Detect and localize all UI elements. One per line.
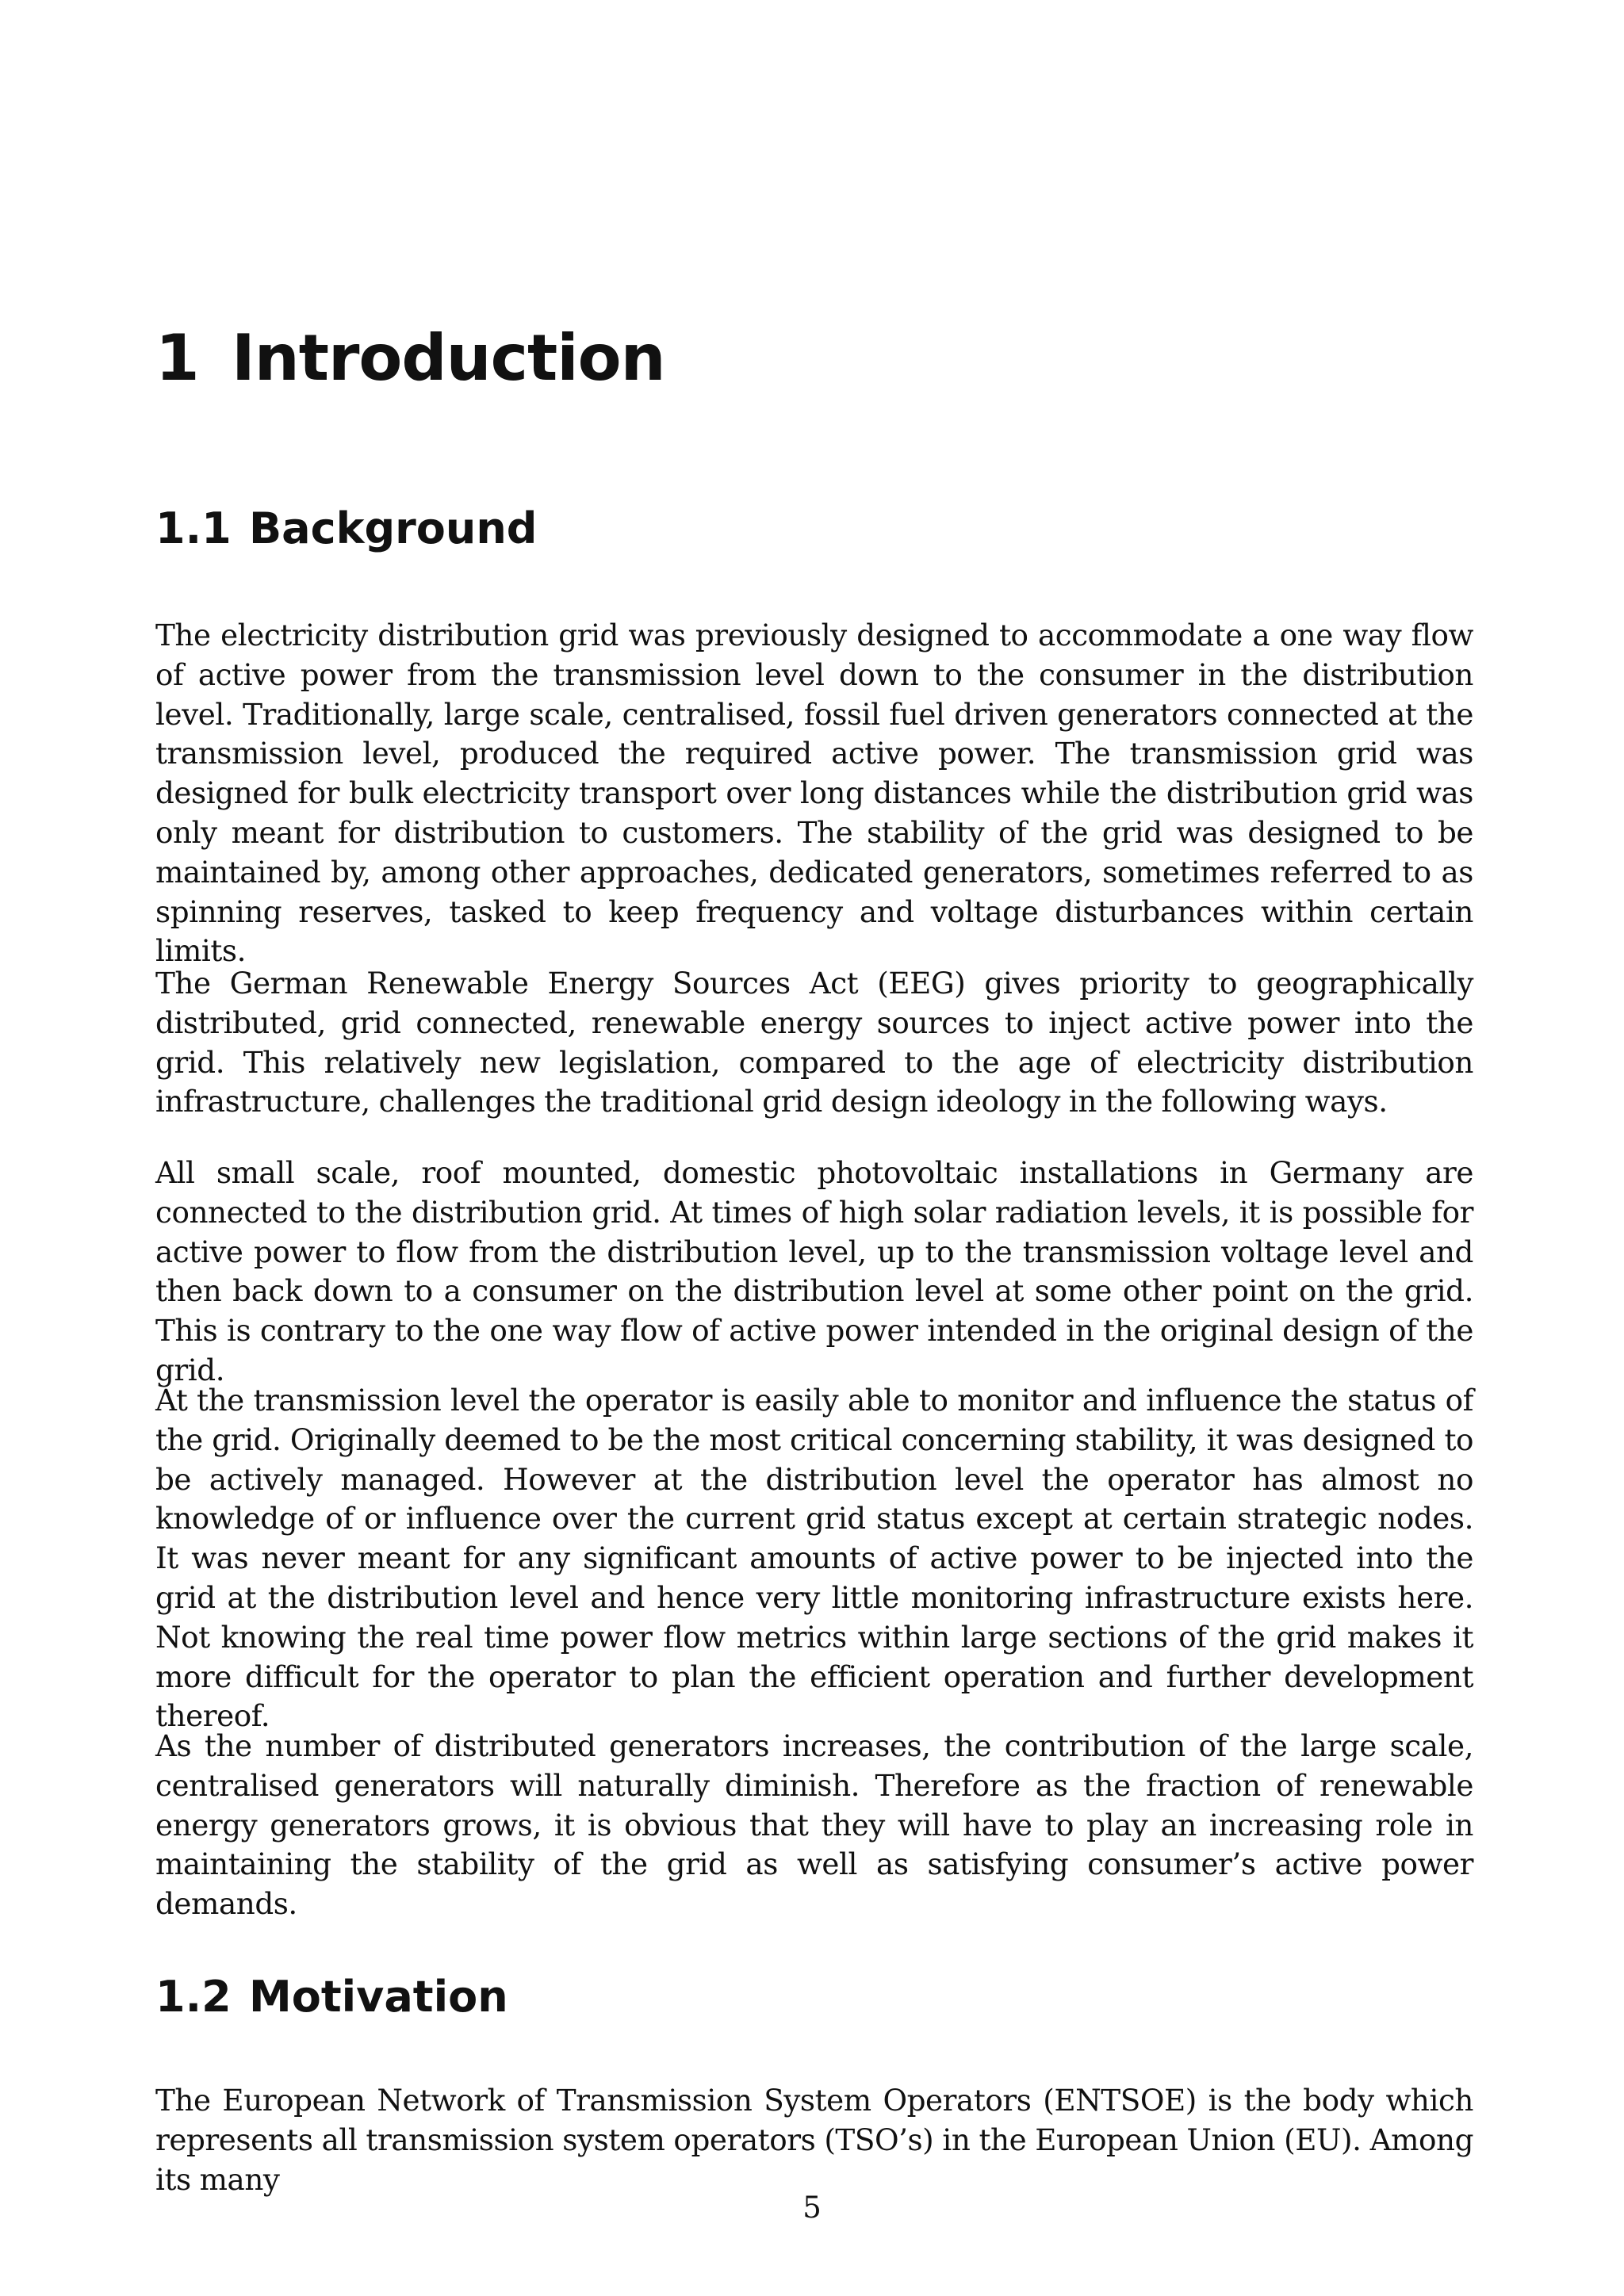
chapter-number: 1 (155, 321, 199, 395)
section-heading-motivation (155, 1969, 508, 2025)
body-paragraph: As the number of distributed generators increases, the contribution of the large scale, centralised generators will naturally diminish. Therefore as the fraction of renewable energy generators grows, it is obvious that they will have to play an increasing role in maintaining the stability of the grid as well as satisfying consumer’s active power demands. (155, 1728, 1473, 1922)
section-title: Motivation (249, 1972, 508, 2022)
chapter-title: Introduction (232, 321, 665, 395)
section-heading-background (155, 501, 537, 557)
chapter-heading (155, 319, 665, 398)
section-title: Background (249, 503, 538, 553)
body-paragraph: At the transmission level the operator is easily able to monitor and influence the status of the grid. Originally deemed to be the most critical concerning stability, it was designed to be actively managed. However at the distribution level the operator has almost no knowledge of or influence over the current grid status except at certain strategic nodes. It was never meant for any significant amounts of active power to be injected into the grid at the distribution level and hence very little monitoring infrastructure exists here. Not knowing the real time power flow metrics within large sections of the grid makes it more difficult for the operator to plan the efficient operation and further development thereof. (155, 1383, 1473, 1734)
body-paragraph: All small scale, roof mounted, domestic photovoltaic installations in Germany are connected to the distribution grid. At times of high solar radiation levels, it is possible for active power to flow from the distribution level, up to the transmission voltage level and then back down to a consumer on the distribution level at some other point on the grid. This is contrary to the one way flow of active power intended in the original design of the grid. (155, 1155, 1473, 1387)
section-number: 1.2 (155, 1972, 232, 2022)
page-number: 5 (802, 2191, 822, 2225)
section-number: 1.1 (155, 503, 232, 553)
body-paragraph: The European Network of Transmission System Operators (ENTSOE) is the body which represents all transmission system operators (TSO’s) in the European Union (EU). Among its many (155, 2083, 1473, 2197)
body-paragraph: The German Renewable Energy Sources Act (EEG) gives priority to geographically distributed, grid connected, renewable energy sources to inject active power into the grid. This relatively new legislation, compared to the age of electricity distribution infrastructure, challenges the traditional grid design ideology in the following ways. (155, 966, 1473, 1119)
body-paragraph: The electricity distribution grid was previously designed to accommodate a one way flow of active power from the transmission level down to the consumer in the distribution level. Traditionally, large scale, centralised, fossil fuel driven generators connected at the transmission level, produced the required active power. The transmission grid was designed for bulk electricity transport over long distances while the distribution grid was only meant for distribution to customers. The stability of the grid was designed to be maintained by, among other approaches, dedicated generators, sometimes referred to as spinning reserves, tasked to keep frequency and voltage disturbances within certain limits. (155, 618, 1473, 969)
